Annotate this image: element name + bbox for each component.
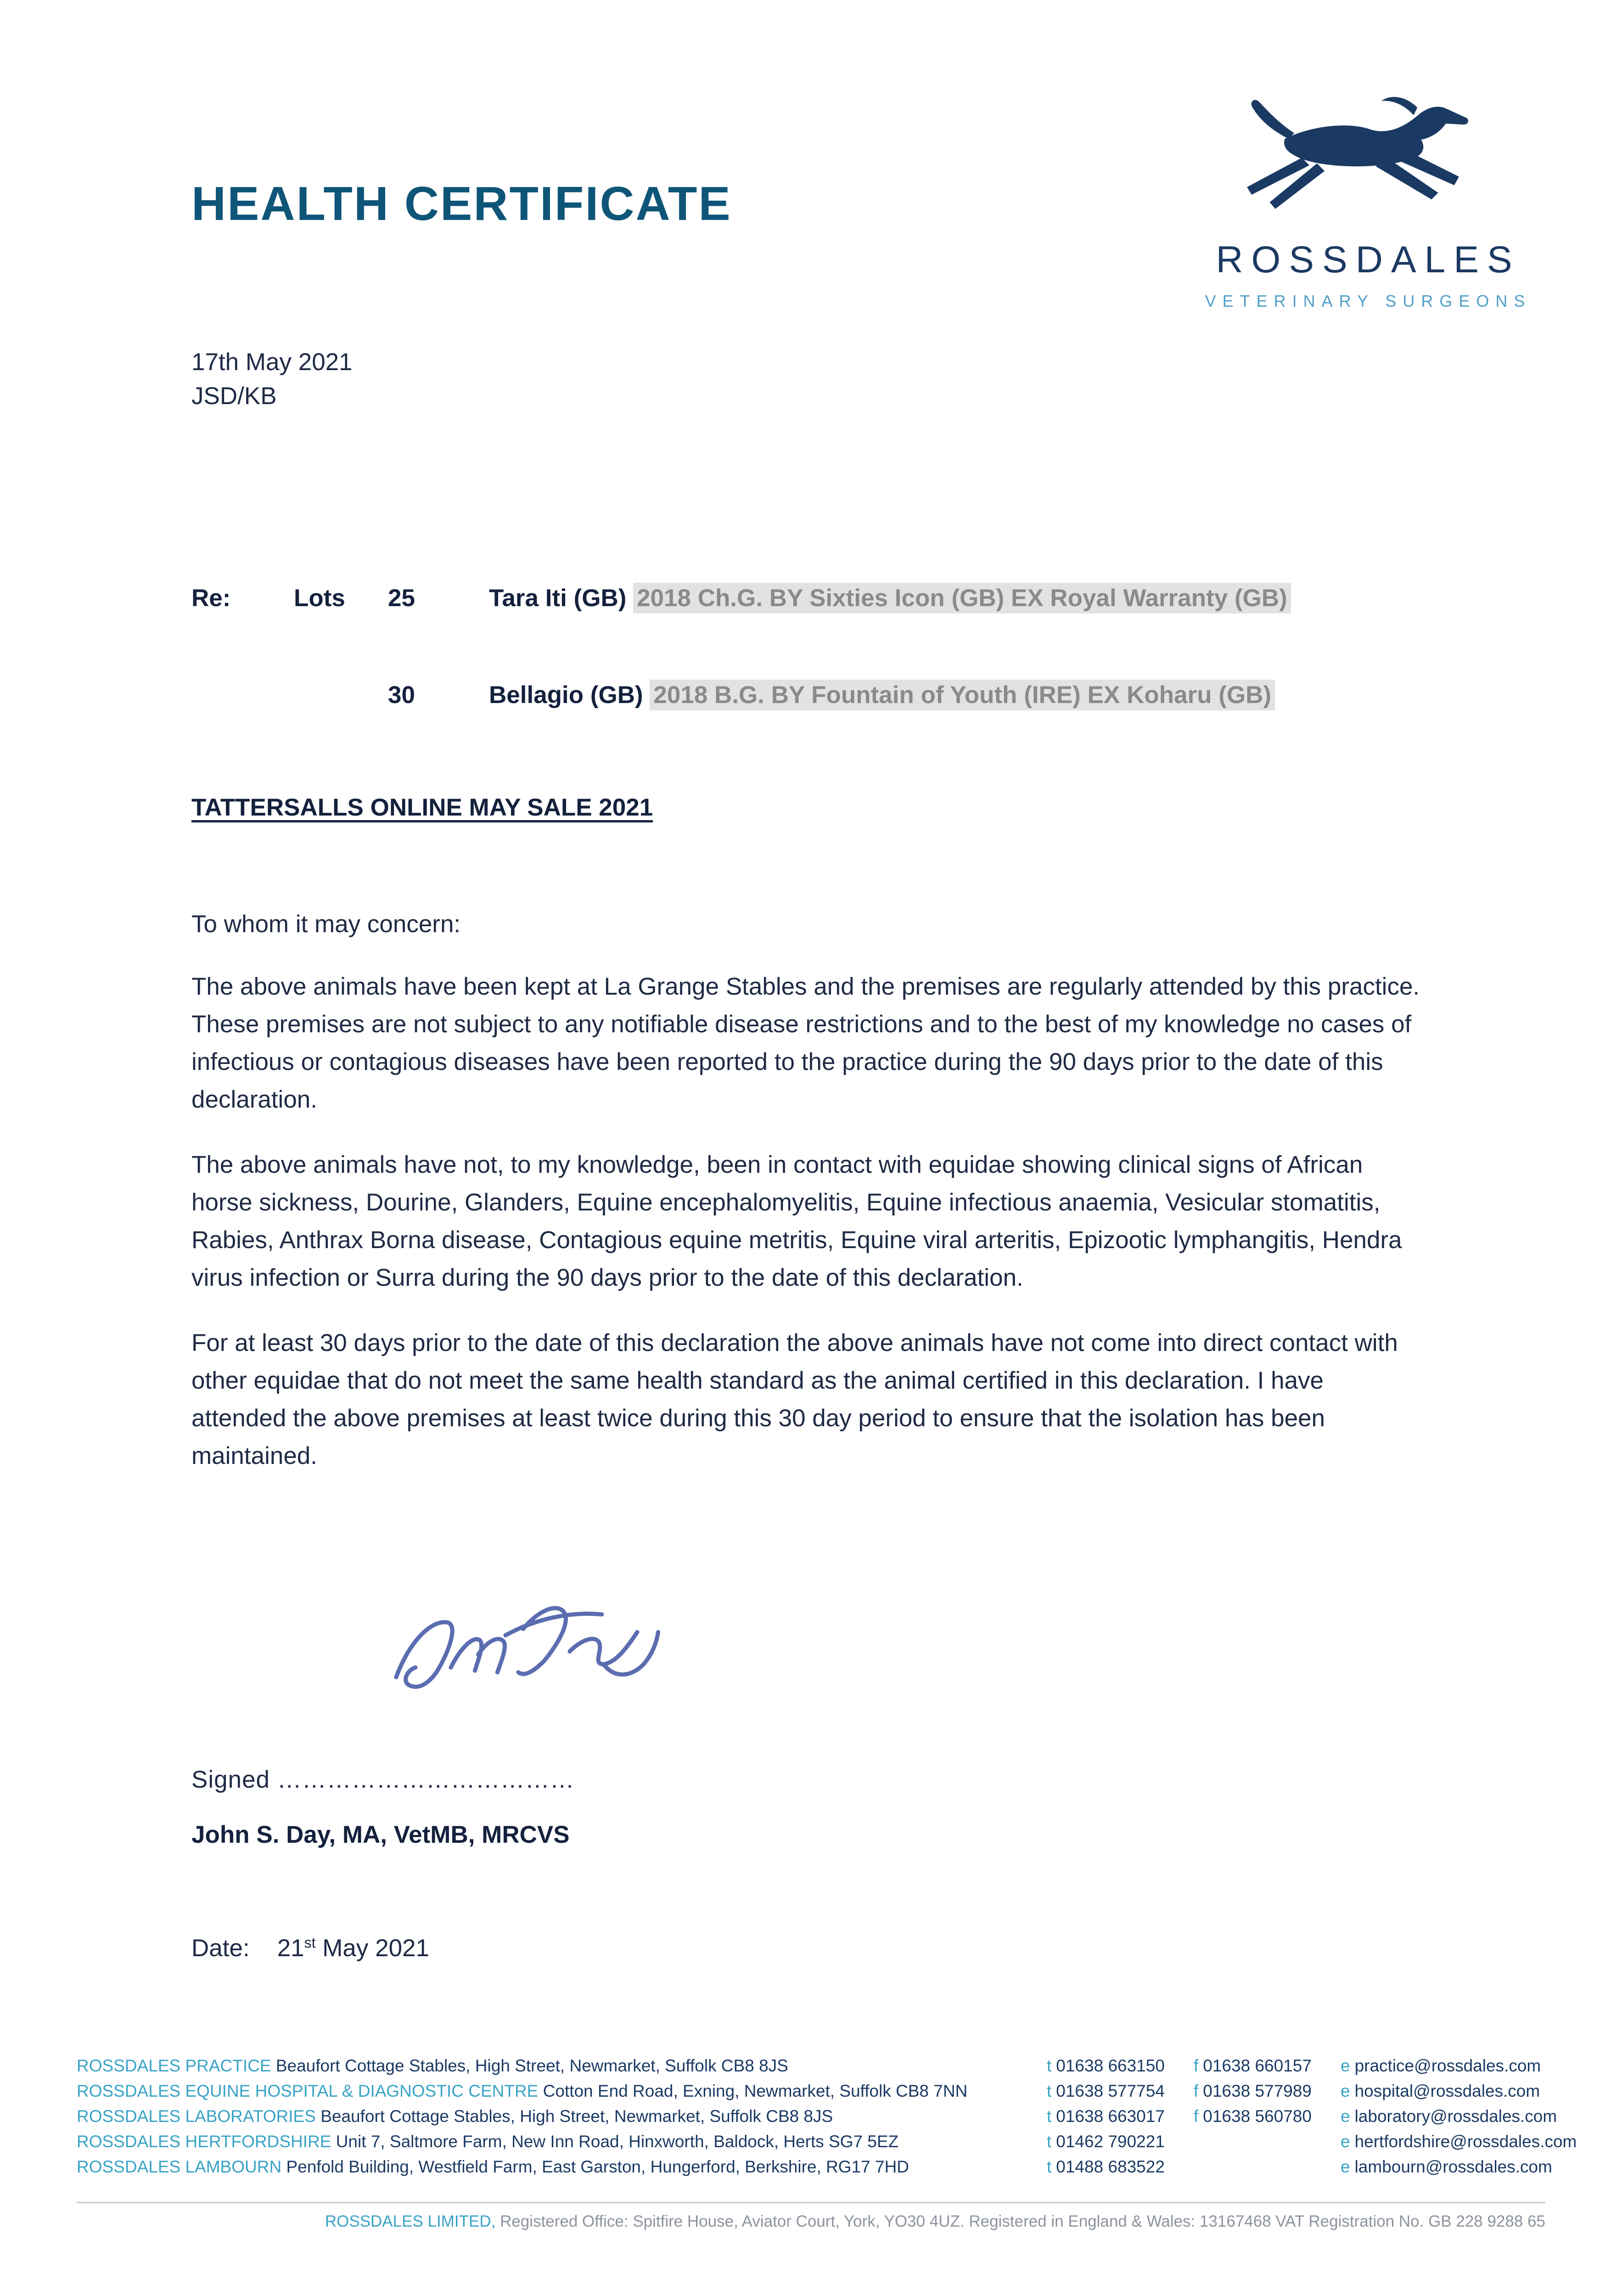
logo-tagline: VETERINARY SURGEONS (1205, 292, 1532, 310)
horse-name: Bellagio (GB) (489, 681, 643, 709)
body-paragraph: The above animals have been kept at La Grange Stables and the premises are regularly attended by this practice. These premises are not subject to any notifiable disease restrictions and to the best of my knowledge no cases of infectious or contagious diseases have been reported to the practice during the 90 days prior to the date of this declaration. (191, 973, 1420, 1113)
salutation: To whom it may concern: (191, 911, 461, 938)
tel-number: 01462 790221 (1056, 2132, 1165, 2151)
rossdales-logo (1184, 90, 1552, 311)
office-fax (1194, 2082, 1312, 2101)
signer-name: John S. Day, MA, VetMB, MRCVS (191, 1821, 570, 1848)
letter-body (191, 906, 1422, 1503)
fax-label: f (1194, 2107, 1199, 2126)
office-email (1341, 2056, 1541, 2076)
office-row (77, 2056, 1546, 2082)
email-address: laboratory@rossdales.com (1354, 2107, 1557, 2126)
letter-dateline (191, 345, 353, 413)
office-name: ROSSDALES LAMBOURN (77, 2157, 282, 2176)
lot-description (489, 584, 1550, 612)
date-line (191, 1934, 429, 1962)
office-name: ROSSDALES HERTFORDSHIRE (77, 2132, 331, 2151)
re-section (191, 584, 1550, 709)
email-address: hertfordshire@rossdales.com (1354, 2132, 1577, 2151)
tel-number: 01488 683522 (1056, 2157, 1165, 2176)
office-email (1341, 2157, 1552, 2177)
office-fax (1194, 2056, 1312, 2076)
lot-row (191, 681, 1550, 709)
date-ordinal: st (304, 1934, 316, 1951)
signature-ink-icon (367, 1570, 689, 1740)
footer-offices (77, 2056, 1577, 2183)
email-address: practice@rossdales.com (1354, 2056, 1541, 2075)
tel-label: t (1047, 2107, 1052, 2126)
tel-label: t (1047, 2056, 1052, 2075)
fax-label: f (1194, 2082, 1199, 2100)
signed-line: Signed ……………………………… (191, 1766, 575, 1793)
office-address: Unit 7, Saltmore Farm, New Inn Road, Hinxworth, Baldock, Herts SG7 5EZ (336, 2132, 899, 2151)
office-phone (1047, 2082, 1165, 2101)
re-label: Re: (191, 585, 231, 612)
office-address: Cotton End Road, Exning, Newmarket, Suffolk CB8 7NN (543, 2082, 968, 2100)
tel-label: t (1047, 2132, 1052, 2151)
fax-label: f (1194, 2056, 1199, 2075)
office-name: ROSSDALES LABORATORIES (77, 2107, 316, 2126)
office-address: Beaufort Cottage Stables, High Street, Newmarket, Suffolk CB8 8JS (275, 2056, 788, 2075)
email-label: e (1341, 2157, 1350, 2176)
office-email (1341, 2132, 1577, 2151)
legal-line (77, 2212, 1545, 2231)
logo-wordmark: ROSSDALES (1216, 239, 1521, 281)
body-paragraph: For at least 30 days prior to the date of this declaration the above animals have not come into direct contact with other equidae that do not meet the same health standard as the animal certified in this declaration. I have attended the above premises at least twice during this 30 day period to ensure that the isolation has been maintained. (191, 1329, 1398, 1469)
letter-date: 17th May 2021 (191, 349, 353, 376)
office-phone (1047, 2157, 1165, 2177)
fax-number: 01638 560780 (1203, 2107, 1312, 2126)
date-day: 21 (277, 1935, 304, 1962)
sale-title: TATTERSALLS ONLINE MAY SALE 2021 (191, 794, 653, 821)
office-email (1341, 2082, 1540, 2101)
fax-number: 01638 577989 (1203, 2082, 1312, 2100)
tel-label: t (1047, 2157, 1052, 2176)
date-rest: May 2021 (315, 1935, 430, 1962)
tel-number: 01638 577754 (1056, 2082, 1165, 2100)
office-name: ROSSDALES EQUINE HOSPITAL & DIAGNOSTIC CENTRE (77, 2082, 539, 2100)
page-title: HEALTH CERTIFICATE (191, 177, 732, 231)
lot-number: 25 (388, 585, 415, 612)
tel-label: t (1047, 2082, 1052, 2100)
office-phone (1047, 2107, 1165, 2126)
office-fax (1194, 2107, 1312, 2126)
horse-name: Tara Iti (GB) (489, 585, 627, 612)
body-paragraph: The above animals have not, to my knowledge, been in contact with equidae showing clinical signs of African horse sickness, Dourine, Glanders, Equine encephalomyelitis, Equine infectious anaemia, Vesicular stomatitis, Rabies, Anthrax Borna disease, Contagious equine metritis, Equine viral arteritis, Epizootic lymphangitis, Hendra virus infection or Surra during the 90 days prior to the date of this declaration. (191, 1151, 1402, 1291)
lot-description (489, 681, 1550, 709)
fax-number: 01638 660157 (1203, 2056, 1312, 2075)
footer-divider (77, 2202, 1545, 2203)
legal-text: Registered Office: Spitfire House, Aviator Court, York, YO30 4UZ. Registered in England & Wales: 13167468 VAT Registration No. GB 228 9288 65 (495, 2212, 1545, 2230)
tel-number: 01638 663017 (1056, 2107, 1165, 2126)
date-label: Date: (191, 1935, 250, 1962)
handwritten-signature (367, 1570, 689, 1740)
office-name: ROSSDALES PRACTICE (77, 2056, 271, 2075)
email-label: e (1341, 2056, 1350, 2075)
galloping-horse-icon (1212, 90, 1524, 241)
email-address: lambourn@rossdales.com (1354, 2157, 1552, 2176)
office-row (77, 2132, 1577, 2157)
lot-row (191, 584, 1550, 612)
email-label: e (1341, 2082, 1350, 2100)
office-email (1341, 2107, 1557, 2126)
office-phone (1047, 2056, 1165, 2076)
horse-details: 2018 B.G. BY Fountain of Youth (IRE) EX Koharu (GB) (650, 680, 1275, 710)
horse-details: 2018 Ch.G. BY Sixties Icon (GB) EX Royal Warranty (GB) (633, 583, 1291, 613)
letter-ref: JSD/KB (191, 383, 277, 410)
legal-company-name: ROSSDALES LIMITED, (325, 2212, 496, 2230)
email-label: e (1341, 2132, 1350, 2151)
tel-number: 01638 663150 (1056, 2056, 1165, 2075)
email-label: e (1341, 2107, 1350, 2126)
office-address: Beaufort Cottage Stables, High Street, Newmarket, Suffolk CB8 8JS (320, 2107, 833, 2126)
office-address: Penfold Building, Westfield Farm, East Garston, Hungerford, Berkshire, RG17 7HD (286, 2157, 909, 2176)
office-phone (1047, 2132, 1165, 2151)
email-address: hospital@rossdales.com (1354, 2082, 1540, 2100)
office-row (77, 2082, 1546, 2107)
office-row (77, 2107, 1557, 2132)
lots-label: Lots (294, 585, 345, 612)
office-row (77, 2157, 1552, 2183)
lot-number: 30 (388, 681, 415, 709)
